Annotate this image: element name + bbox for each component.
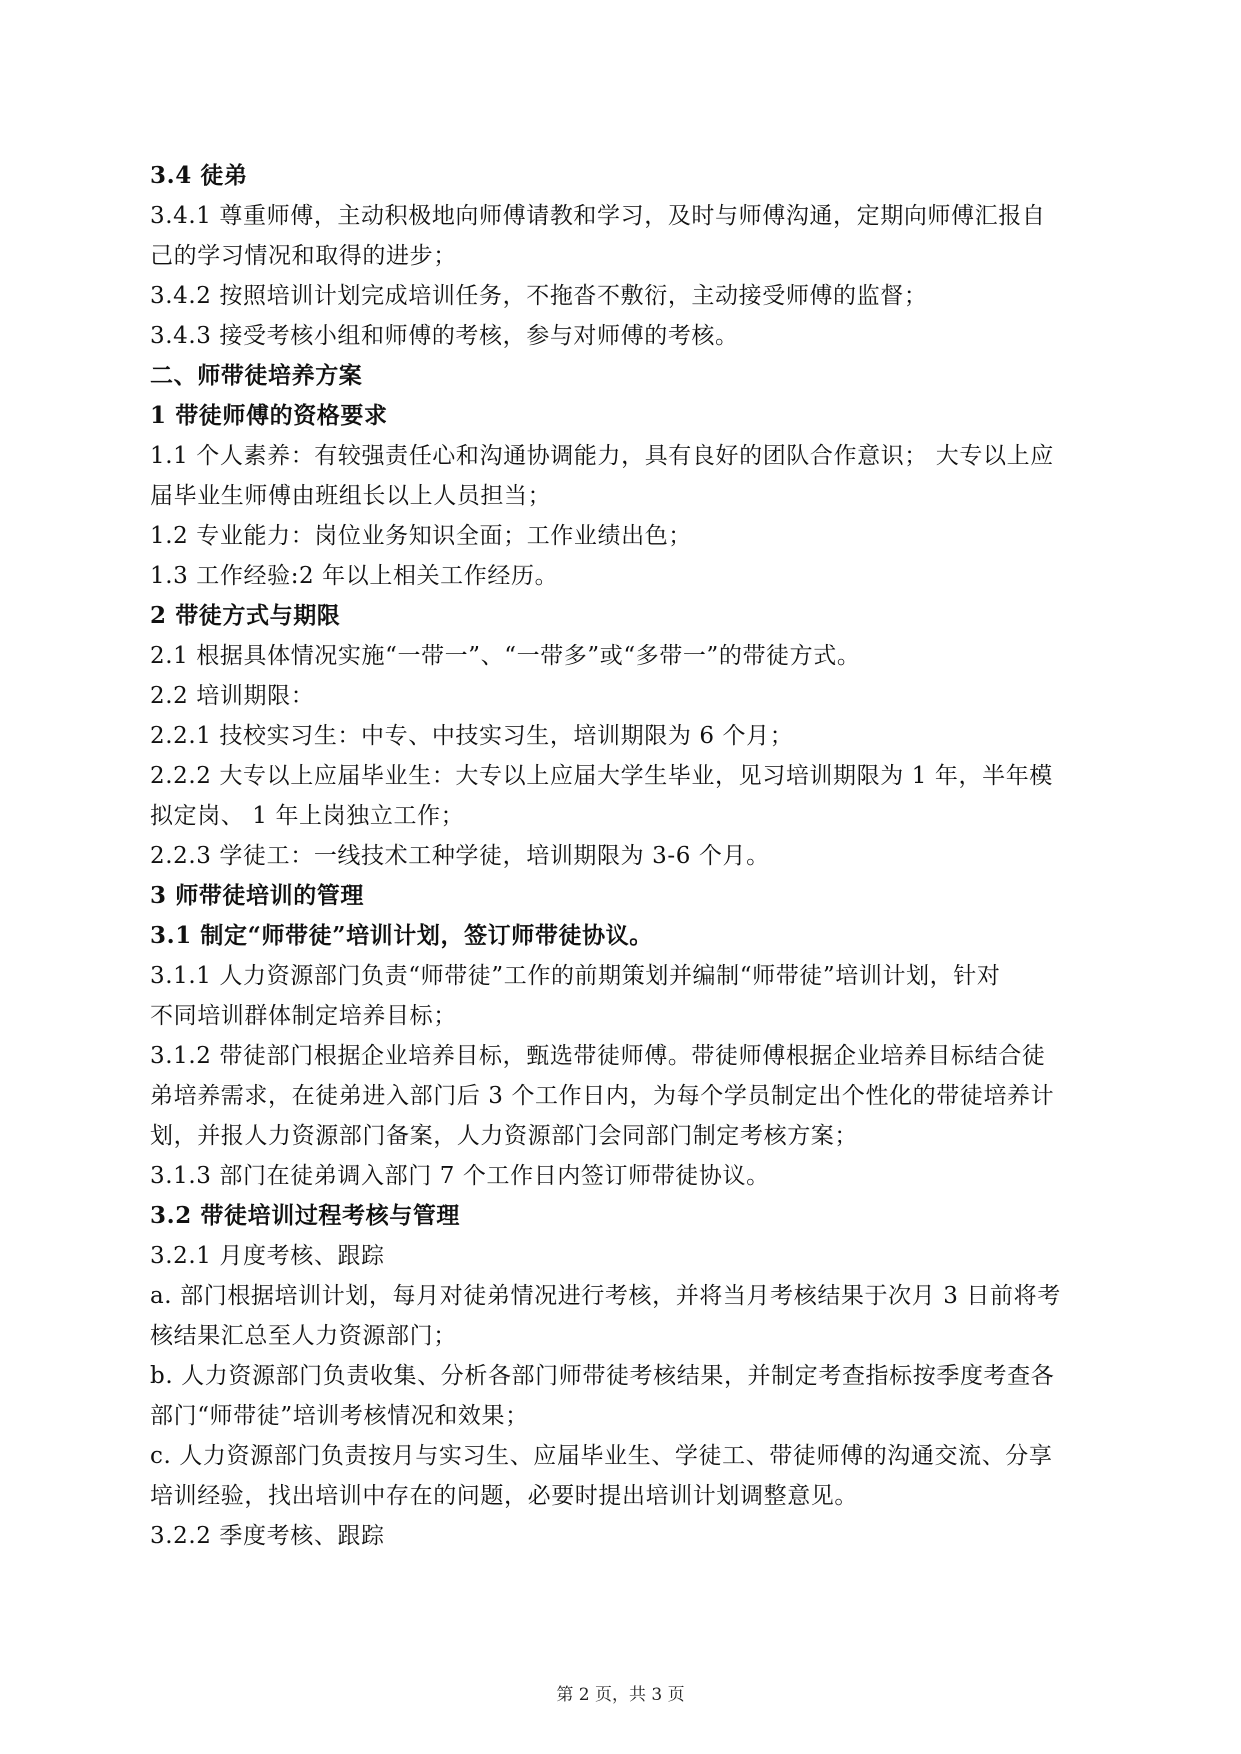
- paragraph-line: 2.2 培训期限：: [150, 683, 315, 709]
- paragraph-line: 3.1.2 带徒部门根据企业培养目标，甄选带徒师傅。带徒师傅根据企业培养目标结合徒: [150, 1043, 1046, 1069]
- paragraph-line: 3.4.3 接受考核小组和师傅的考核，参与对师傅的考核。: [150, 323, 739, 349]
- paragraph-line: 届毕业生师傅由班组长以上人员担当；: [150, 483, 552, 509]
- paragraph-line: 不同培训群体制定培养目标；: [150, 1003, 457, 1029]
- paragraph-line: 3.1.3 部门在徒弟调入部门 7 个工作日内签订师带徒协议。: [150, 1163, 770, 1189]
- paragraph-line: 己的学习情况和取得的进步；: [150, 243, 457, 269]
- paragraph-line: 3.1.1 人力资源部门负责“师带徒”工作的前期策划并编制“师带徒”培训计划，针对: [150, 963, 1001, 989]
- section-heading: 二、师带徒培养方案: [150, 362, 363, 389]
- paragraph-line: a. 部门根据培训计划，每月对徒弟情况进行考核，并将当月考核结果于次月 3 日前将考: [150, 1283, 1061, 1309]
- page-footer: 第 2 页，共 3 页: [556, 1685, 685, 1705]
- paragraph-line: 2.2.3 学徒工：一线技术工种学徒，培训期限为 3-6 个月。: [150, 843, 770, 869]
- paragraph-line: 1.1 个人素养：有较强责任心和沟通协调能力，具有良好的团队合作意识； 大专以上应: [150, 443, 1054, 469]
- section-heading: 3.1 制定“师带徒”培训计划，签订师带徒协议。: [150, 922, 653, 949]
- section-heading: 1 带徒师傅的资格要求: [150, 402, 388, 429]
- paragraph-line: 1.2 专业能力：岗位业务知识全面；工作业绩出色；: [150, 523, 692, 549]
- section-heading: 3.4 徒弟: [150, 162, 248, 189]
- paragraph-line: 3.4.1 尊重师傅，主动积极地向师傅请教和学习，及时与师傅沟通，定期向师傅汇报自: [150, 203, 1046, 229]
- paragraph-line: 3.4.2 按照培训计划完成培训任务，不拖沓不敷衍，主动接受师傅的监督；: [150, 283, 928, 309]
- section-heading: 2 带徒方式与期限: [150, 602, 341, 629]
- paragraph-line: 1.3 工作经验:2 年以上相关工作经历。: [150, 563, 559, 589]
- paragraph-line: 核结果汇总至人力资源部门；: [150, 1323, 457, 1349]
- document-body: [150, 156, 1110, 1556]
- paragraph-line: 部门“师带徒”培训考核情况和效果；: [150, 1403, 529, 1429]
- paragraph-line: 3.2.1 月度考核、跟踪: [150, 1243, 385, 1269]
- section-heading: 3.2 带徒培训过程考核与管理: [150, 1202, 461, 1229]
- paragraph-line: 培训经验，找出培训中存在的问题，必要时提出培训计划调整意见。: [150, 1483, 858, 1509]
- paragraph-line: 划，并报人力资源部门备案，人力资源部门会同部门制定考核方案；: [150, 1123, 858, 1149]
- paragraph-line: 2.2.1 技校实习生：中专、中技实习生，培训期限为 6 个月；: [150, 723, 794, 749]
- paragraph-line: 弟培养需求，在徒弟进入部门后 3 个工作日内，为每个学员制定出个性化的带徒培养计: [150, 1083, 1055, 1109]
- paragraph-line: 2.1 根据具体情况实施“一带一”、“一带多”或“多带一”的带徒方式。: [150, 643, 861, 669]
- paragraph-line: 2.2.2 大专以上应届毕业生：大专以上应届大学生毕业，见习培训期限为 1 年，半年模: [150, 763, 1053, 789]
- section-heading: 3 师带徒培训的管理: [150, 882, 365, 909]
- paragraph-line: c. 人力资源部门负责按月与实习生、应届毕业生、学徒工、带徒师傅的沟通交流、分享: [150, 1443, 1053, 1469]
- paragraph-line: 拟定岗、 1 年上岗独立工作；: [150, 803, 465, 829]
- paragraph-line: 3.2.2 季度考核、跟踪: [150, 1523, 385, 1549]
- paragraph-line: b. 人力资源部门负责收集、分析各部门师带徒考核结果，并制定考查指标按季度考查各: [150, 1363, 1055, 1389]
